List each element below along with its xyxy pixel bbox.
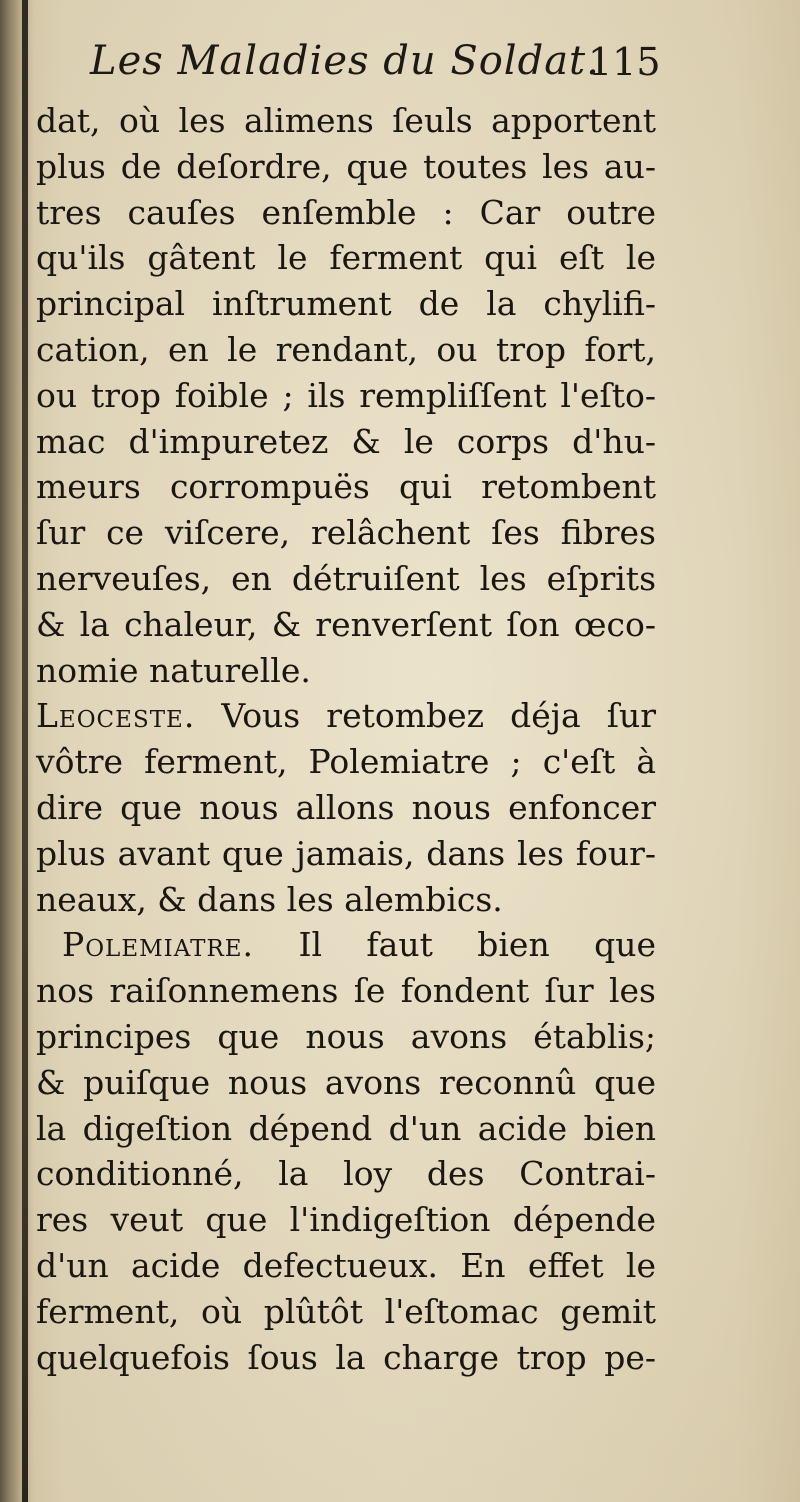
text-line: nos raiſonnemens ſe fondent ſur les <box>36 971 656 1011</box>
text-line: vôtre ferment, Polemiatre ; c'eſt à <box>36 742 656 782</box>
body-text <box>36 98 656 1380</box>
page-number: 115 <box>588 40 661 84</box>
text-line: res veut que l'indigeſtion dépende <box>36 1200 656 1240</box>
binding-gutter <box>0 0 34 1502</box>
text-line: qu'ils gâtent le ferment qui eſt le <box>36 238 656 278</box>
text-line: ferment, où plûtôt l'eſtomac gemit <box>36 1291 656 1331</box>
text-line: dat, où les alimens ſeuls apportent <box>36 101 656 140</box>
text-line: plus avant que jamais, dans les four- <box>36 833 656 873</box>
speaker-line <box>36 922 656 968</box>
text-line: la digeſtion dépend d'un acide bien <box>36 1108 656 1148</box>
speaker-name: Polemiatre. <box>62 925 255 965</box>
text-line: cation, en le rendant, ou trop fort, <box>36 329 656 369</box>
speaker-name: Leoceste. <box>36 696 196 736</box>
text-line: & puiſque nous avons reconnû que <box>36 1062 656 1102</box>
text-line: tres cauſes enſemble : Car outre <box>36 192 656 232</box>
text-line: principes que nous avons établis; <box>36 1016 656 1056</box>
text-line: & la chaleur, & renverſent ſon œco- <box>36 604 656 644</box>
running-title: Les Maladies du Soldat. <box>90 38 600 84</box>
text-line: conditionné, la loy des Contrai- <box>36 1154 656 1194</box>
text-line: d'un acide defectueux. En effet le <box>36 1245 656 1285</box>
page-header <box>90 38 690 98</box>
text-line: meurs corrompuës qui retombent <box>36 467 656 507</box>
binding-edge <box>22 0 28 1502</box>
speaker-line <box>36 693 656 739</box>
text-line: nerveuſes, en détruiſent les eſprits <box>36 558 656 598</box>
text-line: plus de deſordre, que toutes les au- <box>36 146 656 186</box>
text-line: neaux, & dans les alembics. <box>36 879 503 919</box>
text-line: dire que nous allons nous enfoncer <box>36 787 656 827</box>
speaker-text: Il faut bien que <box>254 925 656 965</box>
speaker-text: Vous retombez déja ſur <box>195 696 656 736</box>
text-line: principal inſtrument de la chylifi- <box>36 284 656 324</box>
text-line: ou trop foible ; ils rempliſſent l'eſto- <box>36 375 656 415</box>
text-line: quelquefois ſous la charge trop pe- <box>36 1337 656 1377</box>
text-line: nomie naturelle. <box>36 650 311 690</box>
text-line: ſur ce viſcere, relâchent ſes fibres <box>36 513 656 553</box>
text-line: mac d'impuretez & le corps d'hu- <box>36 421 656 461</box>
